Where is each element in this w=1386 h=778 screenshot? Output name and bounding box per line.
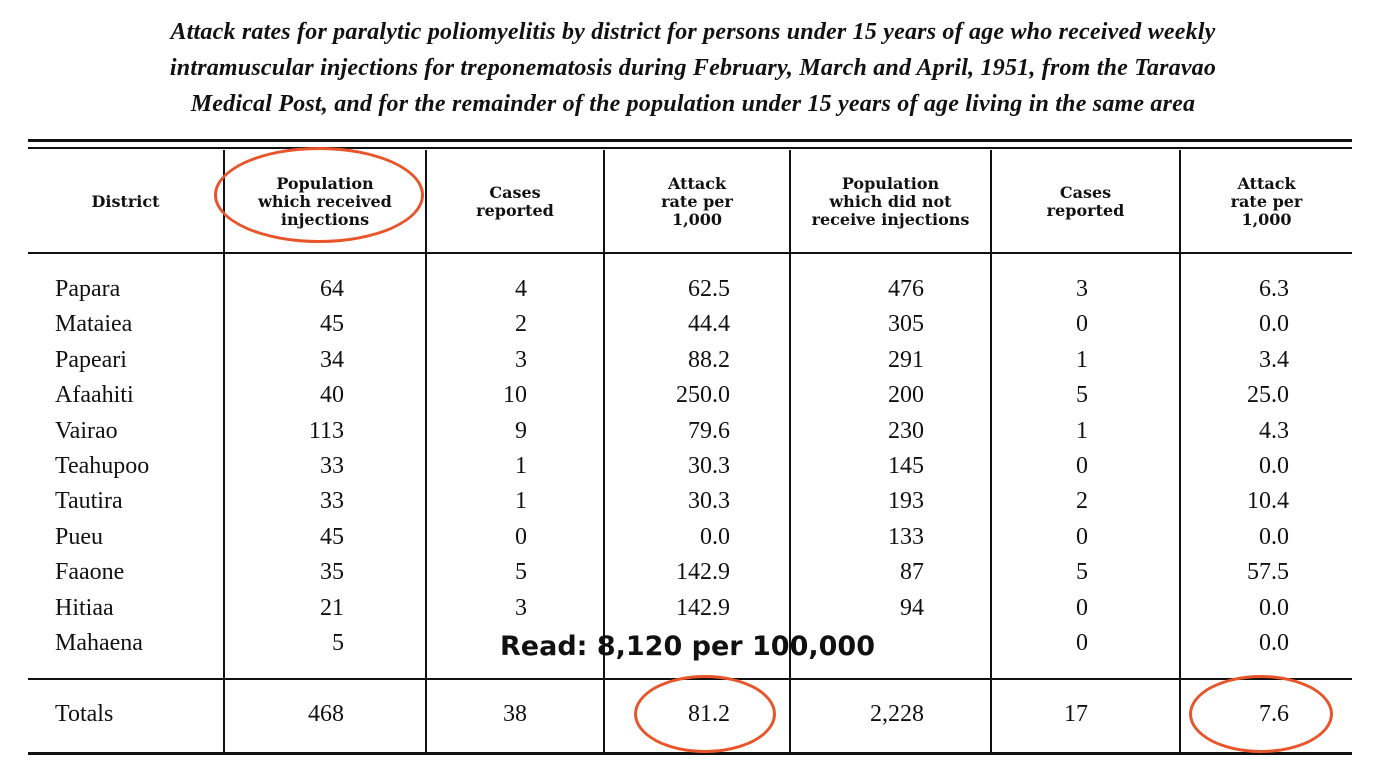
attack-rate-injected: 44.4	[688, 311, 730, 338]
caption-line-1: Attack rates for paralytic poliomyelitis by district for persons under 15 years of age who received weekly	[170, 19, 1216, 45]
annotation-circle-total-rate-not-injected	[1189, 675, 1333, 753]
population-not-injected: 193	[888, 488, 924, 515]
totals-cases-injected: 38	[503, 701, 527, 727]
cases-injected: 3	[515, 594, 527, 621]
district-name: Tautira	[55, 488, 123, 515]
population-injected: 21	[320, 594, 344, 621]
attack-rate-not-injected: 6.3	[1259, 276, 1289, 302]
district-name: Afaahiti	[55, 382, 134, 409]
totals-cases-not-injected: 17	[1064, 701, 1088, 727]
population-injected: 33	[320, 488, 344, 515]
population-not-injected: 200	[888, 382, 924, 409]
district-name: Papeari	[55, 346, 127, 373]
attack-rate-injected: 142.9	[676, 559, 730, 586]
table-row	[0, 449, 1386, 484]
population-not-injected: 145	[888, 453, 924, 479]
population-not-injected: 230	[888, 417, 924, 444]
attack-rate-not-injected: 0.0	[1259, 311, 1289, 338]
totals-attack-rate-injected: 81.2	[688, 701, 730, 727]
attack-rate-not-injected: 3.4	[1259, 346, 1289, 373]
cases-injected: 10	[503, 382, 527, 409]
totals-attack-rate-not-injected: 7.6	[1259, 701, 1289, 727]
attack-rate-injected: 0.0	[700, 523, 730, 550]
annotation-circle-total-rate-injected	[634, 675, 776, 753]
header-cases-injected: Cases reported	[476, 183, 554, 220]
district-name: Vairao	[55, 417, 118, 444]
population-not-injected: 94	[900, 594, 924, 621]
header-rule	[28, 252, 1352, 254]
district-name: Mataiea	[55, 311, 133, 338]
caption-line-3: Medical Post, and for the remainder of the population under 15 years of age living in the same area	[190, 91, 1196, 117]
cases-injected: 2	[515, 311, 527, 338]
population-injected: 5	[332, 630, 344, 656]
population-not-injected: 305	[888, 311, 924, 338]
cases-injected: 1	[515, 488, 527, 515]
district-name: Papara	[55, 276, 121, 302]
attack-rate-not-injected: 0.0	[1259, 523, 1289, 550]
cases-injected: 5	[515, 559, 527, 586]
cases-not-injected: 5	[1076, 382, 1088, 409]
cases-not-injected: 0	[1076, 594, 1088, 621]
annotation-note: Read: 8,120 per 100,000	[500, 631, 875, 662]
district-name: Mahaena	[55, 630, 143, 656]
table-row	[0, 272, 1386, 307]
attack-rate-not-injected: 0.0	[1259, 594, 1289, 621]
population-not-injected: 476	[888, 276, 924, 302]
population-injected: 33	[320, 453, 344, 479]
attack-rate-not-injected: 10.4	[1247, 488, 1289, 515]
header-population-not-injected: Population which did not receive injections	[811, 174, 970, 229]
bottom-rule	[28, 752, 1352, 755]
population-injected: 45	[320, 523, 344, 550]
cases-injected: 0	[515, 523, 527, 550]
attack-rate-not-injected: 0.0	[1259, 630, 1289, 656]
population-injected: 34	[320, 346, 344, 373]
cases-injected: 3	[515, 346, 527, 373]
population-injected: 113	[308, 417, 344, 444]
cases-not-injected: 0	[1076, 523, 1088, 550]
population-injected: 40	[320, 382, 344, 409]
population-injected: 45	[320, 311, 344, 338]
attack-rate-not-injected: 4.3	[1259, 417, 1289, 444]
totals-population-injected: 468	[308, 701, 344, 727]
cases-not-injected: 0	[1076, 630, 1088, 656]
table-caption	[0, 14, 1386, 122]
attack-rate-injected: 30.3	[688, 453, 730, 479]
table-row	[0, 484, 1386, 519]
population-injected: 64	[320, 276, 344, 302]
attack-rate-injected: 79.6	[688, 417, 730, 444]
table-row	[0, 343, 1386, 378]
population-not-injected: 87	[900, 559, 924, 586]
cases-not-injected: 2	[1076, 488, 1088, 515]
table-row	[0, 591, 1386, 626]
district-name: Hitiaa	[55, 594, 114, 621]
cases-not-injected: 5	[1076, 559, 1088, 586]
district-name: Faaone	[55, 559, 125, 586]
cases-not-injected: 1	[1076, 417, 1088, 444]
header-cases-not-injected: Cases reported	[1046, 183, 1125, 220]
table-row	[0, 555, 1386, 590]
annotation-circle-population-header	[214, 147, 424, 243]
population-injected: 35	[320, 559, 344, 586]
top-rule-inner	[28, 147, 1352, 149]
header-district: District	[91, 192, 160, 211]
attack-rate-not-injected: 0.0	[1259, 453, 1289, 479]
cases-injected: 9	[515, 417, 527, 444]
table-row	[0, 378, 1386, 413]
population-not-injected: 133	[888, 523, 924, 550]
top-rule	[28, 139, 1352, 142]
attack-rate-injected: 142.9	[676, 594, 730, 621]
header-population-injected: Population which received injections	[258, 174, 392, 229]
header-attack-rate-not-injected: Attack rate per 1,000	[1230, 174, 1303, 229]
district-name: Pueu	[55, 523, 103, 550]
table-row	[0, 520, 1386, 555]
caption-line-2: intramuscular injections for treponematosis during February, March and April, 1951, from the Taravao	[169, 55, 1217, 81]
attack-rate-not-injected: 57.5	[1247, 559, 1289, 586]
cases-not-injected: 3	[1076, 276, 1088, 302]
attack-rate-not-injected: 25.0	[1247, 382, 1289, 409]
header-attack-rate-injected: Attack rate per 1,000	[661, 174, 733, 229]
cases-not-injected: 0	[1076, 311, 1088, 338]
table-row	[0, 307, 1386, 342]
population-not-injected: 291	[888, 346, 924, 373]
attack-rate-injected: 250.0	[676, 382, 730, 409]
totals-label: Totals	[55, 701, 114, 727]
table-row	[0, 414, 1386, 449]
district-name: Teahupoo	[55, 453, 150, 479]
totals-population-not-injected: 2,228	[870, 701, 924, 727]
cases-injected: 1	[515, 453, 527, 479]
attack-rate-injected: 30.3	[688, 488, 730, 515]
cases-not-injected: 1	[1076, 346, 1088, 373]
attack-rate-injected: 62.5	[688, 276, 730, 302]
cases-not-injected: 0	[1076, 453, 1088, 479]
attack-rate-injected: 88.2	[688, 346, 730, 373]
cases-injected: 4	[515, 276, 527, 302]
